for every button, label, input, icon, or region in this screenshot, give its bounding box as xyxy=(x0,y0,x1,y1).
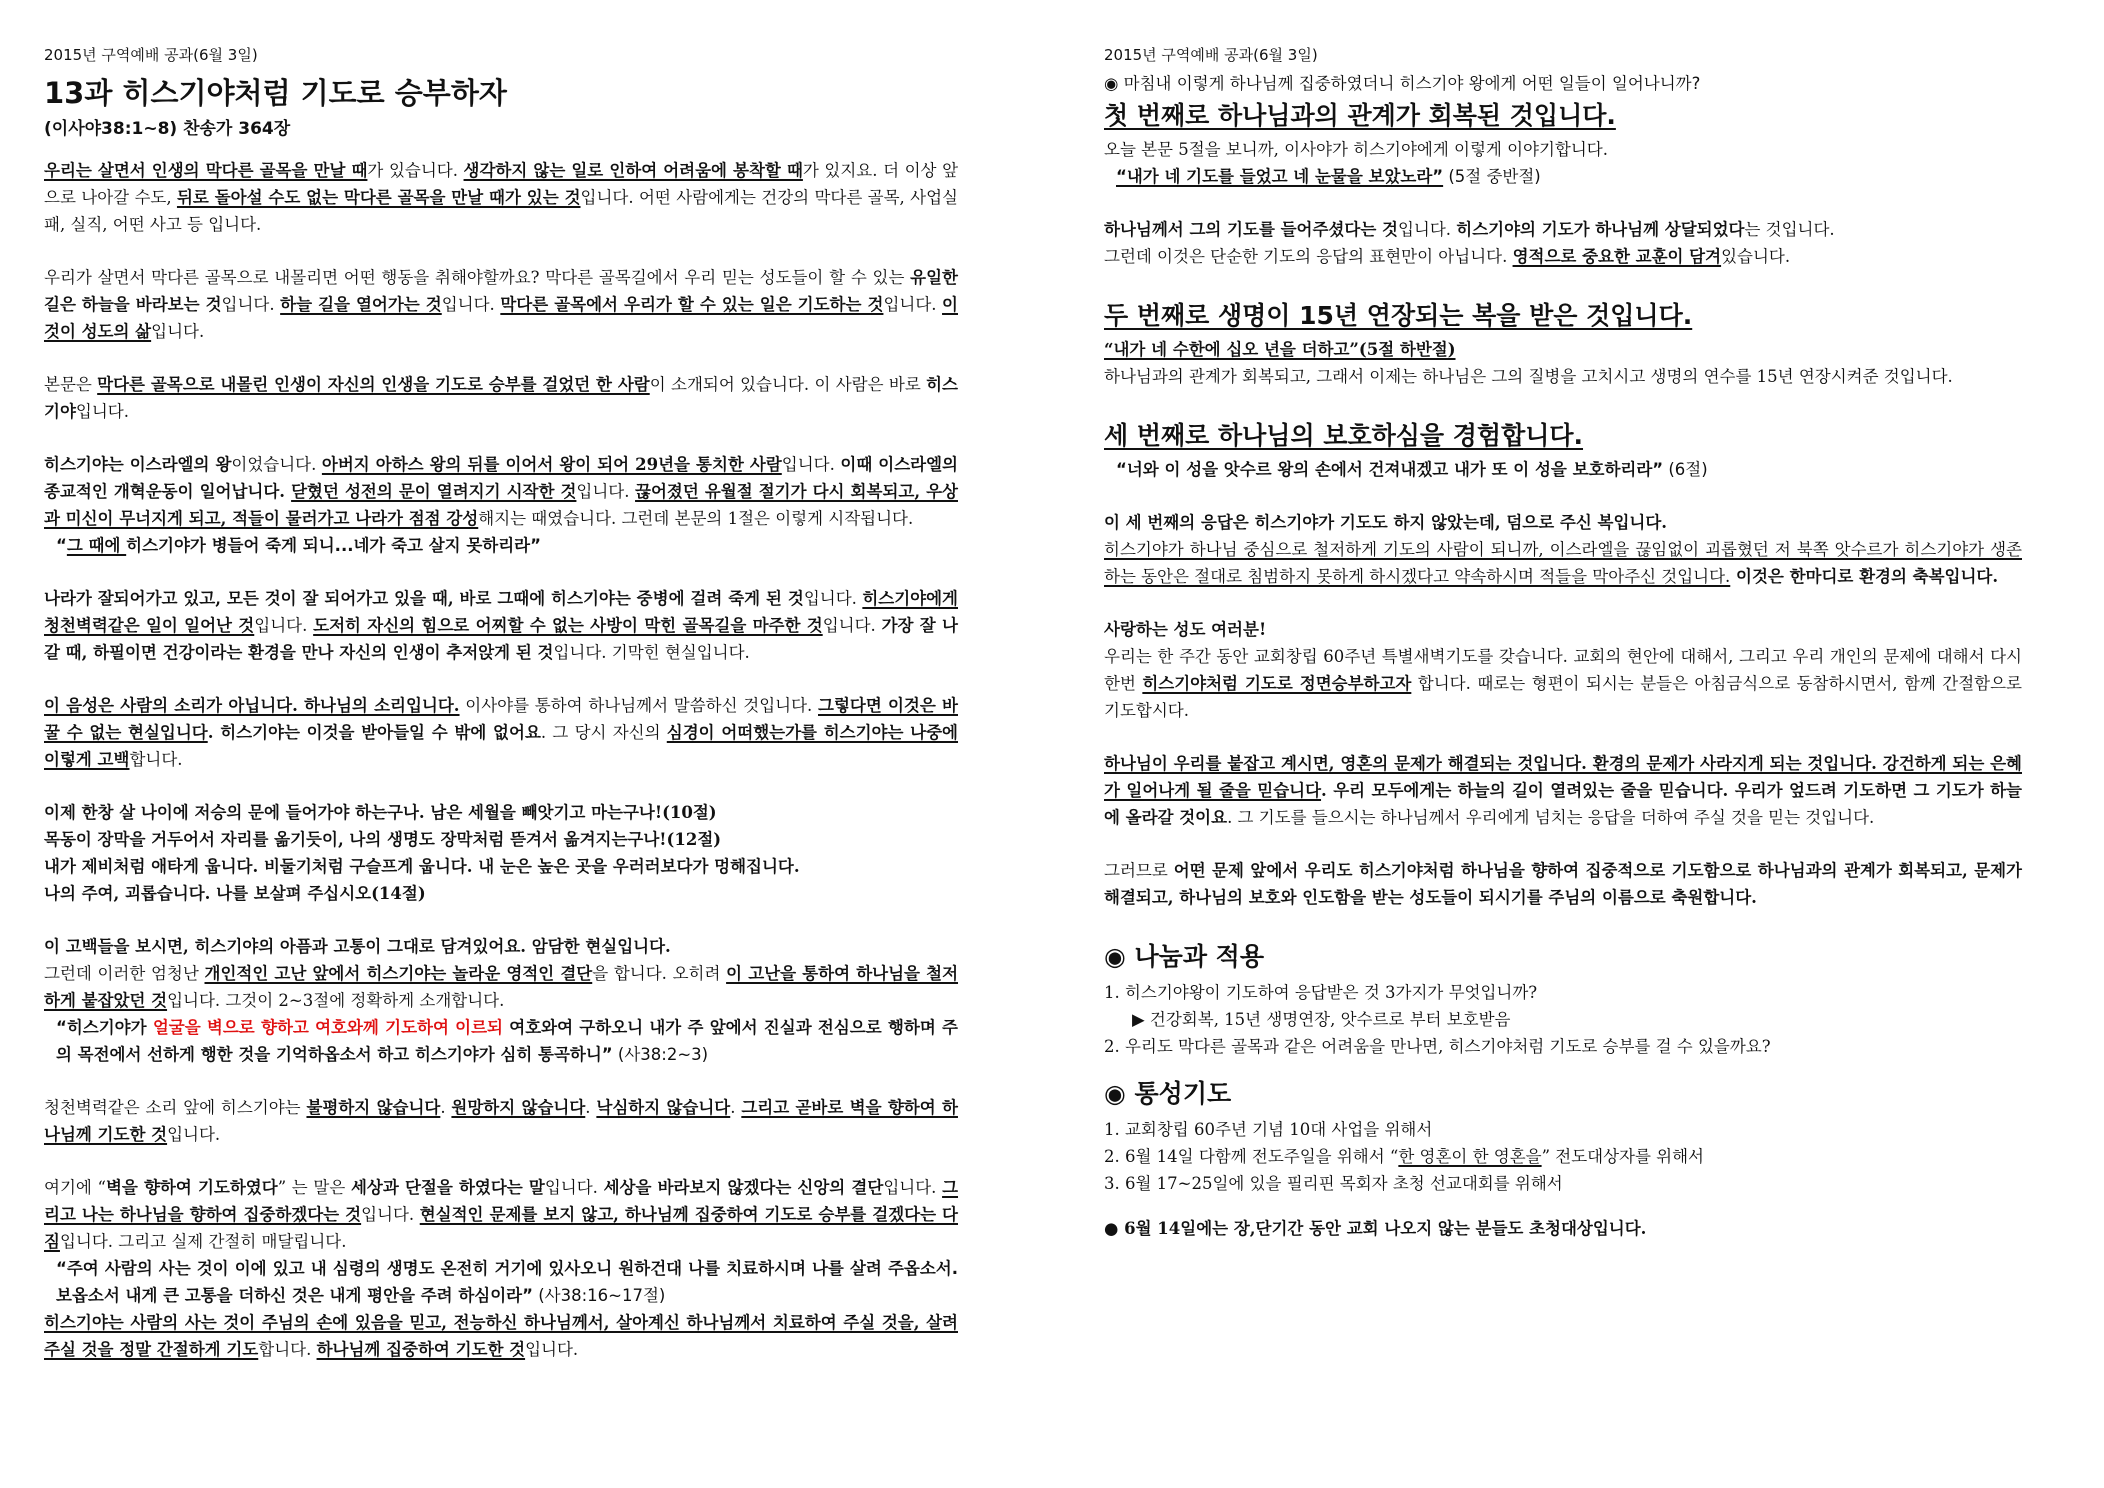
paragraph-no-complaint: 청천벽력같은 소리 앞에 히스기야는 불평하지 않습니다. 원망하지 않습니다. 낙심하지 않습니다. 그리고 곧바로 벽을 향하여 하나님께 기도한 것입니다. xyxy=(44,1098,958,1144)
quote-verse-16-17: “주여 사람의 사는 것이 이에 있고 내 심령의 생명도 온전히 거기에 있사오니 원하건대 나를 치료하시며 나를 살려 주옵소서. 보옵소서 내게 큰 고통을 더하신 것은 내게 평안을 주려 하심이라” (사38:16~17절) xyxy=(56,1259,958,1305)
right-page-header: 2015년 구역예배 공과(6월 3일) xyxy=(1104,46,1318,64)
paragraph-first-blessing: 오늘 본문 5절을 보니까, 이사야가 히스기야에게 이렇게 이야기합니다. “내가 네 기도를 들었고 네 눈물을 보았노라” (5절 중반절) xyxy=(1104,136,2022,190)
paragraph-hope: 하나님이 우리를 붙잡고 계시면, 영혼의 문제가 해결되는 것입니다. 환경의 문제가 사라지게 되는 것입니다. 강건하게 되는 은혜가 일어나게 될 줄을 믿습니다. 우리 모두에게는 하늘의 길이 열려있는 줄을 믿습니다. 우리가 엎드려 기도하면 그 기도가 하늘에 올라갈 것이요. 그 기도를 들으시는 하나님께서 우리에게 넘치는 응답을 더하여 주실 것을 믿는 것입니다. xyxy=(1104,754,2022,827)
sharing-answer-1: ▶ 건강회복, 15년 생명연장, 앗수르로 부터 보호받음 xyxy=(1132,1010,1511,1029)
quote-verse-5a: “내가 네 기도를 들었고 네 눈물을 보았노라” (5절 중반절) xyxy=(1116,167,1541,186)
prayer-section xyxy=(1104,1074,2022,1197)
confession-line: 내가 제비처럼 애타게 웁니다. 비둘기처럼 구슬프게 웁니다. 내 눈은 높은 곳을 우러러보다가 멍해집니다. xyxy=(44,857,800,876)
heading-third-blessing: 세 번째로 하나님의 보호하심을 경험합니다. xyxy=(1104,421,1584,450)
beloved-title: 사랑하는 성도 여러분! xyxy=(1104,620,1267,639)
heading-first-blessing: 첫 번째로 하나님과의 관계가 회복된 것입니다. xyxy=(1104,101,1616,130)
quote-verse-5b: “내가 네 수한에 십오 년을 더하고”(5절 하반절) xyxy=(1104,340,1456,359)
intro-question: ◉ 마침내 이렇게 하나님께 집중하였더니 히스기야 왕에게 어떤 일들이 일어나니까? xyxy=(1104,74,1701,93)
quote-verse-2-3: “히스기야가 얼굴을 벽으로 향하고 여호와께 기도하여 이르되 여호와여 구하오니 내가 주 앞에서 진실과 전심으로 행하며 주의 목전에서 선하게 행한 것을 기억하옵소서 하고 히스기야가 심히 통곡하니” (사38:2~3) xyxy=(56,1018,958,1064)
confession-line: 나의 주여, 괴롭습니다. 나를 보살펴 주십시오(14절) xyxy=(44,884,426,903)
paragraph-closing: 그러므로 어떤 문제 앞에서 우리도 히스기야처럼 하나님을 향하여 집중적으로 기도함으로 하나님과의 관계가 회복되고, 문제가 해결되고, 하나님의 보호와 인도함을 받는 성도들이 되시기를 주님의 이름으로 축원합니다. xyxy=(1104,861,2022,907)
paragraph-king-hezekiah: 히스기야는 이스라엘의 왕이었습니다. 아버지 아하스 왕의 뒤를 이어서 왕이 되어 29년을 통치한 사람입니다. 이때 이스라엘의 종교적인 개혁운동이 일어납니다. 닫혔던 성전의 문이 열려지기 시작한 것입니다. 끊어졌던 유월절 절기가 다시 회복되고, 우상과 미신이 무너지게 되고, 적들이 물러가고 나라가 점점 강성해지는 때였습니다. 그런데 본문의 1절은 이렇게 시작됩니다. “그 때에 히스기야가 병들어 죽게 되니...네가 죽고 살지 못하리라” xyxy=(44,451,958,559)
left-page xyxy=(44,44,958,1363)
paragraph-third-blessing: 이 세 번째의 응답은 히스기야가 기도도 하지 않았는데, 덤으로 주신 복입니다. 히스기야가 하나님 중심으로 철저하게 기도의 사람이 되니까, 이스라엘을 끊임없이 괴롭혔던 저 북쪽 앗수르가 히스기야가 생존하는 동안은 절대로 침범하지 못하게 하시겠다고 약속하시며 적들을 막아주신 것입니다. 이것은 한마디로 환경의 축복입니다. xyxy=(1104,513,2022,586)
paragraph-illness: 나라가 잘되어가고 있고, 모든 것이 잘 되어가고 있을 때, 바로 그때에 히스기야는 중병에 걸려 죽게 된 것입니다. 히스기야에게 청천벽력같은 일이 일어난 것입니다. 도저히 자신의 힘으로 어찌할 수 없는 사방이 막힌 골목길을 마주한 것입니다. 가장 잘 나갈 때, 하필이면 건강이라는 환경을 만나 자신의 인생이 추저앉게 된 것입니다. 기막힌 현실입니다. xyxy=(44,589,958,662)
prayer-item-2: 2. 6월 14일 다함께 전도주일을 위해서 “한 영혼이 한 영혼을” 전도대상자를 위해서 xyxy=(1104,1147,1704,1166)
paragraph-toward-the-wall: 여기에 “벽을 향하여 기도하였다” 는 말은 세상과 단절을 하였다는 말입니다. 세상을 바라보지 않겠다는 신앙의 결단입니다. 그리고 나는 하나님을 향하여 집중하겠다는 것입니다. 현실적인 문제를 보지 않고, 하나님께 집중하여 기도로 승부를 걸겠다는 다짐입니다. 그리고 실제 간절히 매달립니다. “주여 사람의 사는 것이 이에 있고 내 심령의 생명도 온전히 거기에 있사오니 원하건대 나를 치료하시며 나를 살려 주옵소서. 보옵소서 내게 큰 고통을 더하신 것은 내게 평안을 주려 하심이라” (사38:16~17절) 히스기야는 사람의 사는 것이 주님의 손에 있음을 믿고, 전능하신 하나님께서, 살아계신 하나님께서 치료하여 주실 것을, 살려 주실 것을 정말 간절하게 기도합니다. 하나님께 집중하여 기도한 것입니다. xyxy=(44,1178,959,1359)
paragraph-prayer-answered: 하나님께서 그의 기도를 들어주셨다는 것입니다. 히스기야의 기도가 하나님께 상달되었다는 것입니다. 그런데 이것은 단순한 기도의 응답의 표현만이 아닙니다. 영적으로 중요한 교훈이 담겨있습니다. xyxy=(1104,220,1835,266)
prayer-title: ◉ 통성기도 xyxy=(1104,1079,1232,1108)
quote-verse-1: “그 때에 히스기야가 병들어 죽게 되니...네가 죽고 살지 못하리라” xyxy=(56,536,541,555)
paragraph-second-blessing: “내가 네 수한에 십오 년을 더하고”(5절 하반절) 하나님과의 관계가 회복되고, 그래서 이제는 하나님은 그의 질병을 고치시고 생명의 연수를 15년 연장시켜준 것입니다. xyxy=(1104,336,2022,390)
confession-line: 목동이 장막을 거두어서 자리를 옮기듯이, 나의 생명도 장막처럼 뜯겨서 옮겨지는구나!(12절) xyxy=(44,830,722,849)
paragraph-spiritual-decision: 이 고백들을 보시면, 히스기야의 아픔과 고통이 그대로 담겨있어요. 암담한 현실입니다. 그런데 이러한 엄청난 개인적인 고난 앞에서 히스기야는 놀라운 영적인 결단을 합니다. 오히려 이 고난을 통하여 하나님을 철저하게 붙잡았던 것입니다. 그것이 2~3절에 정확하게 소개합니다. “히스기야가 얼굴을 벽으로 향하고 여호와께 기도하여 이르되 여호와여 구하오니 내가 주 앞에서 진실과 전심으로 행하며 주의 목전에서 선하게 행한 것을 기억하옵소서 하고 히스기야가 심히 통곡하니” (사38:2~3) xyxy=(44,933,958,1068)
right-page xyxy=(1104,44,2022,1242)
confession-line: 이제 한창 살 나이에 저승의 문에 들어가야 하는구나. 남은 세월을 빼앗기고 마는구나!(10절) xyxy=(44,803,717,822)
paragraph-confession xyxy=(44,799,958,907)
prayer-item-3: 3. 6월 17~25일에 있을 필리핀 목회자 초청 선교대회를 위해서 xyxy=(1104,1174,1563,1193)
paragraph-text-intro: 본문은 막다른 골목으로 내몰린 인생이 자신의 인생을 기도로 승부를 걸었던 한 사람이 소개되어 있습니다. 이 사람은 바로 히스기야입니다. xyxy=(44,375,958,421)
sharing-question-2: 2. 우리도 막다른 골목과 같은 어려움을 만나면, 히스기야처럼 기도로 승부를 걸 수 있을까요? xyxy=(1104,1037,1771,1056)
sharing-title: ◉ 나눔과 적용 xyxy=(1104,942,1264,971)
left-page-header: 2015년 구역예배 공과(6월 3일) xyxy=(44,46,258,64)
paragraph-look-to-heaven: 우리가 살면서 막다른 골목으로 내몰리면 어떤 행동을 취해야할까요? 막다른 골목길에서 우리 믿는 성도들이 할 수 있는 유일한 길은 하늘을 바라보는 것입니다. 하늘 길을 열어가는 것입니다. 막다른 골목에서 우리가 할 수 있는 일은 기도하는 것입니다. 이것이 성도의 삶입니다. xyxy=(44,268,958,341)
invitation-note: ● 6월 14일에는 장,단기간 동안 교회 나오지 않는 분들도 초청대상입니다. xyxy=(1104,1219,1647,1238)
paragraph-gods-voice: 이 음성은 사람의 소리가 아닙니다. 하나님의 소리입니다. 이사야를 통하여 하나님께서 말씀하신 것입니다. 그렇다면 이것은 바꿀 수 없는 현실입니다. 히스기야는 이것을 받아들일 수 밖에 없어요. 그 당시 자신의 심경이 어떠했는가를 히스기야는 나중에 이렇게 고백합니다. xyxy=(44,696,959,769)
scripture-reference: (이사야38:1~8) 찬송가 364장 xyxy=(44,119,291,139)
heading-second-blessing: 두 번째로 생명이 15년 연장되는 복을 받은 것입니다. xyxy=(1104,301,1693,330)
paragraph-dead-end: 우리는 살면서 인생의 막다른 골목을 만날 때가 있습니다. 생각하지 않는 일로 인하여 어려움에 봉착할 때가 있지요. 더 이상 앞으로 나아갈 수도, 뒤로 돌아설 수도 없는 막다른 골목을 만날 때가 있는 것입니다. 어떤 사람에게는 건강의 막다른 골목, 사업실패, 실직, 어떤 사고 등 입니다. xyxy=(44,161,959,234)
lesson-title: 13과 히스기야처럼 기도로 승부하자 xyxy=(44,76,507,110)
sharing-section xyxy=(1104,937,2022,1060)
sharing-question-1: 1. 히스기야왕이 기도하여 응답받은 것 3가지가 무엇입니까? xyxy=(1104,983,1538,1002)
quote-verse-6: “너와 이 성을 앗수르 왕의 손에서 건져내겠고 내가 또 이 성을 보호하리라” (6절) xyxy=(1116,460,1708,479)
paragraph-beloved: 사랑하는 성도 여러분! 우리는 한 주간 동안 교회창립 60주년 특별새벽기도를 갖습니다. 교회의 현안에 대해서, 그리고 우리 개인의 문제에 대해서 다시 한번 히스기야처럼 기도로 정면승부하고자 합니다. 때로는 형편이 되시는 분들은 아침금식으로 동참하시면서, 함께 간절함으로 기도합시다. xyxy=(1104,620,2022,720)
prayer-item-1: 1. 교회창립 60주년 기념 10대 사업을 위해서 xyxy=(1104,1120,1433,1139)
